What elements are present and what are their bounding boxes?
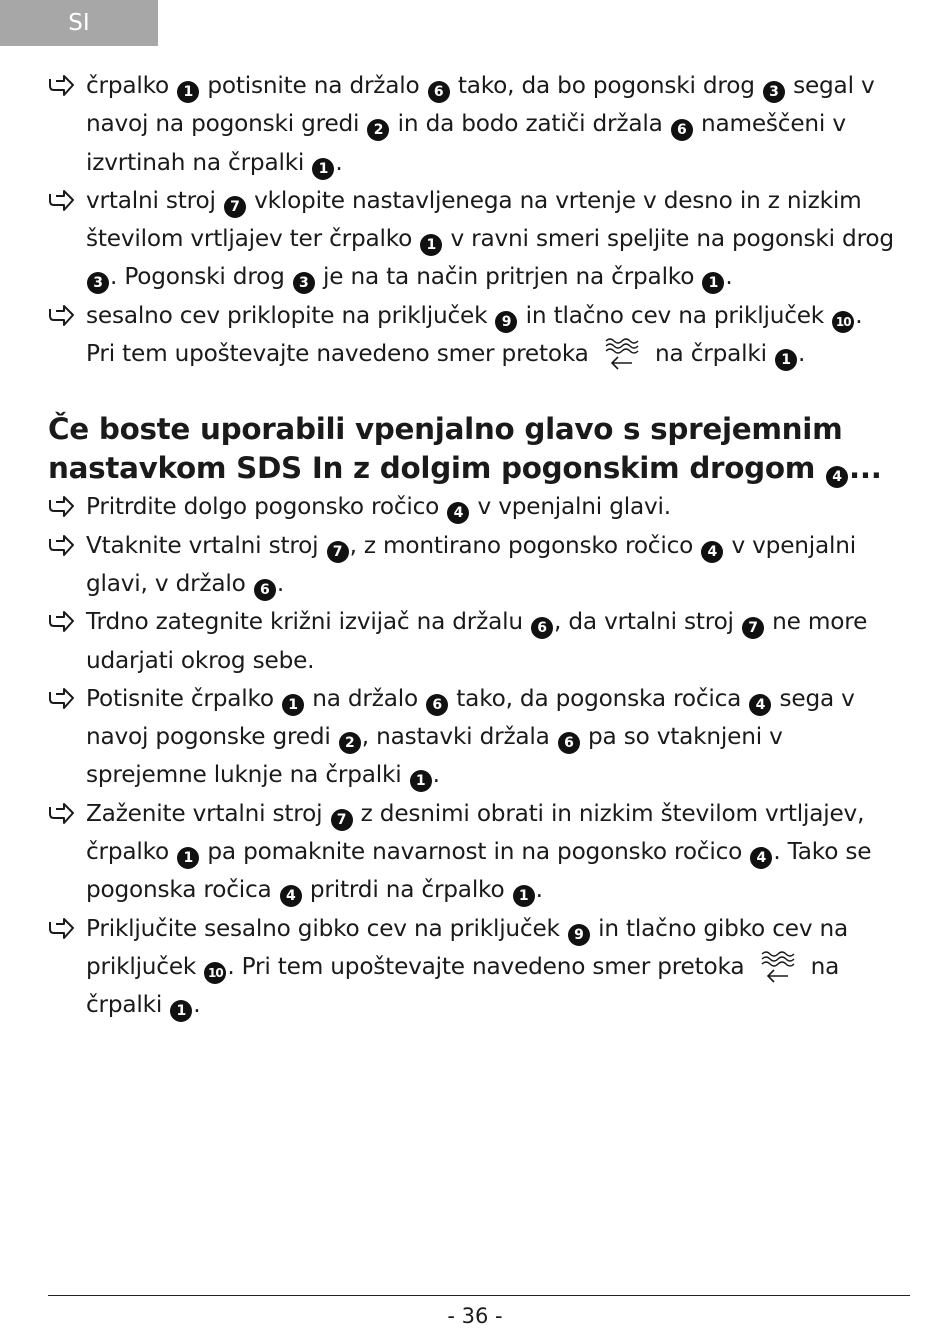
circled-number-icon: 7	[327, 541, 349, 563]
list-item	[48, 297, 898, 374]
steps-list-2	[48, 488, 898, 1024]
circled-number-icon: 1	[177, 847, 199, 869]
circled-number-icon: 4	[447, 502, 469, 524]
list-item	[48, 527, 898, 604]
circled-number-icon: 1	[170, 1000, 192, 1022]
list-item	[48, 910, 898, 1025]
circled-number-icon: 9	[495, 311, 517, 333]
circled-number-icon: 6	[531, 617, 553, 639]
list-item-text: Vtaknite vrtalni stroj 7 , z montirano pogonsko ročico 4 v vpenjalni glavi, v držalo 6 .	[86, 532, 856, 597]
circled-number-icon: 6	[254, 579, 276, 601]
list-item	[48, 488, 898, 526]
steps-list-1	[48, 67, 898, 373]
circled-number-icon: 4	[280, 885, 302, 907]
circled-number-icon: 10	[832, 311, 854, 333]
circled-number-icon: 9	[568, 924, 590, 946]
hollow-arrow-right-icon	[48, 494, 76, 520]
flow-direction-icon	[758, 948, 798, 984]
circled-number-icon: 1	[312, 158, 334, 180]
section-heading: Če boste uporabili vpenjalno glavo s sprejemnim nastavkom SDS In z dolgim pogonskim drogom 4 ...	[48, 410, 898, 488]
circled-number-icon: 6	[428, 81, 450, 103]
hollow-arrow-right-icon	[48, 801, 76, 827]
list-item-text: črpalko 1 potisnite na držalo 6 tako, da bo pogonski drog 3 segal v navoj na pogonski gredi 2 in da bodo zatiči držala 6 nameščeni v izvrtinah na črpalki 1 .	[86, 72, 875, 176]
list-item-text: sesalno cev priklopite na priključek 9 in tlačno cev na priključek 10 . Pri tem upoštevajte navedeno smer pretoka na črpalki 1 .	[86, 302, 862, 367]
circled-number-icon: 4	[749, 694, 771, 716]
instructions	[48, 67, 898, 1025]
circled-number-icon: 6	[558, 732, 580, 754]
list-item	[48, 182, 898, 297]
circled-number-icon: 2	[367, 119, 389, 141]
circled-number-icon: 10	[204, 962, 226, 984]
circled-number-icon: 1	[513, 885, 535, 907]
hollow-arrow-right-icon	[48, 609, 76, 635]
circled-number-icon: 4	[826, 466, 848, 488]
circled-number-icon: 3	[763, 81, 785, 103]
list-item	[48, 67, 898, 182]
list-item	[48, 795, 898, 910]
hollow-arrow-right-icon	[48, 303, 76, 329]
footer-divider	[48, 1295, 910, 1296]
circled-number-icon: 1	[775, 349, 797, 371]
flow-direction-icon	[602, 335, 642, 371]
language-tab	[0, 0, 158, 46]
circled-number-icon: 4	[750, 847, 772, 869]
circled-number-icon: 3	[293, 272, 315, 294]
circled-number-icon: 6	[426, 694, 448, 716]
hollow-arrow-right-icon	[48, 73, 76, 99]
circled-number-icon: 1	[702, 272, 724, 294]
circled-number-icon: 1	[420, 234, 442, 256]
circled-number-icon: 3	[87, 272, 109, 294]
hollow-arrow-right-icon	[48, 916, 76, 942]
circled-number-icon: 1	[282, 694, 304, 716]
circled-number-icon: 2	[339, 732, 361, 754]
list-item-text: vrtalni stroj 7 vklopite nastavljenega na vrtenje v desno in z nizkim številom vrtljajev ter črpalko 1 v ravni smeri speljite na pogonski drog 3 . Pogonski drog 3 je na ta način pritrjen na črpalko 1 .	[86, 187, 894, 291]
page-number: - 36 -	[447, 1304, 503, 1328]
circled-number-icon: 7	[224, 196, 246, 218]
circled-number-icon: 1	[410, 770, 432, 792]
hollow-arrow-right-icon	[48, 188, 76, 214]
list-item	[48, 680, 898, 795]
list-item-text: Priključite sesalno gibko cev na priključek 9 in tlačno gibko cev na priključek 10 . Pri tem upoštevajte navedeno smer pretoka na črpalki 1 .	[86, 915, 848, 1019]
circled-number-icon: 6	[671, 119, 693, 141]
circled-number-icon: 1	[177, 81, 199, 103]
circled-number-icon: 7	[331, 809, 353, 831]
hollow-arrow-right-icon	[48, 533, 76, 559]
list-item	[48, 603, 898, 680]
circled-number-icon: 4	[701, 541, 723, 563]
list-item-text: Zaženite vrtalni stroj 7 z desnimi obrati in nizkim številom vrtljajev, črpalko 1 pa pomaknite navarnost in na pogonsko ročico 4 . Tako se pogonska ročica 4 pritrdi na črpalko 1 .	[86, 800, 871, 904]
list-item-text: Potisnite črpalko 1 na držalo 6 tako, da pogonska ročica 4 sega v navoj pogonske gredi 2 , nastavki držala 6 pa so vtaknjeni v sprejemne luknje na črpalki 1 .	[86, 685, 855, 789]
circled-number-icon: 7	[742, 617, 764, 639]
list-item-text: Trdno zategnite križni izvijač na držalu 6 , da vrtalni stroj 7 ne more udarjati okrog sebe.	[86, 608, 868, 674]
hollow-arrow-right-icon	[48, 686, 76, 712]
list-item-text: Pritrdite dolgo pogonsko ročico 4 v vpenjalni glavi.	[86, 493, 671, 520]
language-label: SI	[68, 10, 90, 36]
